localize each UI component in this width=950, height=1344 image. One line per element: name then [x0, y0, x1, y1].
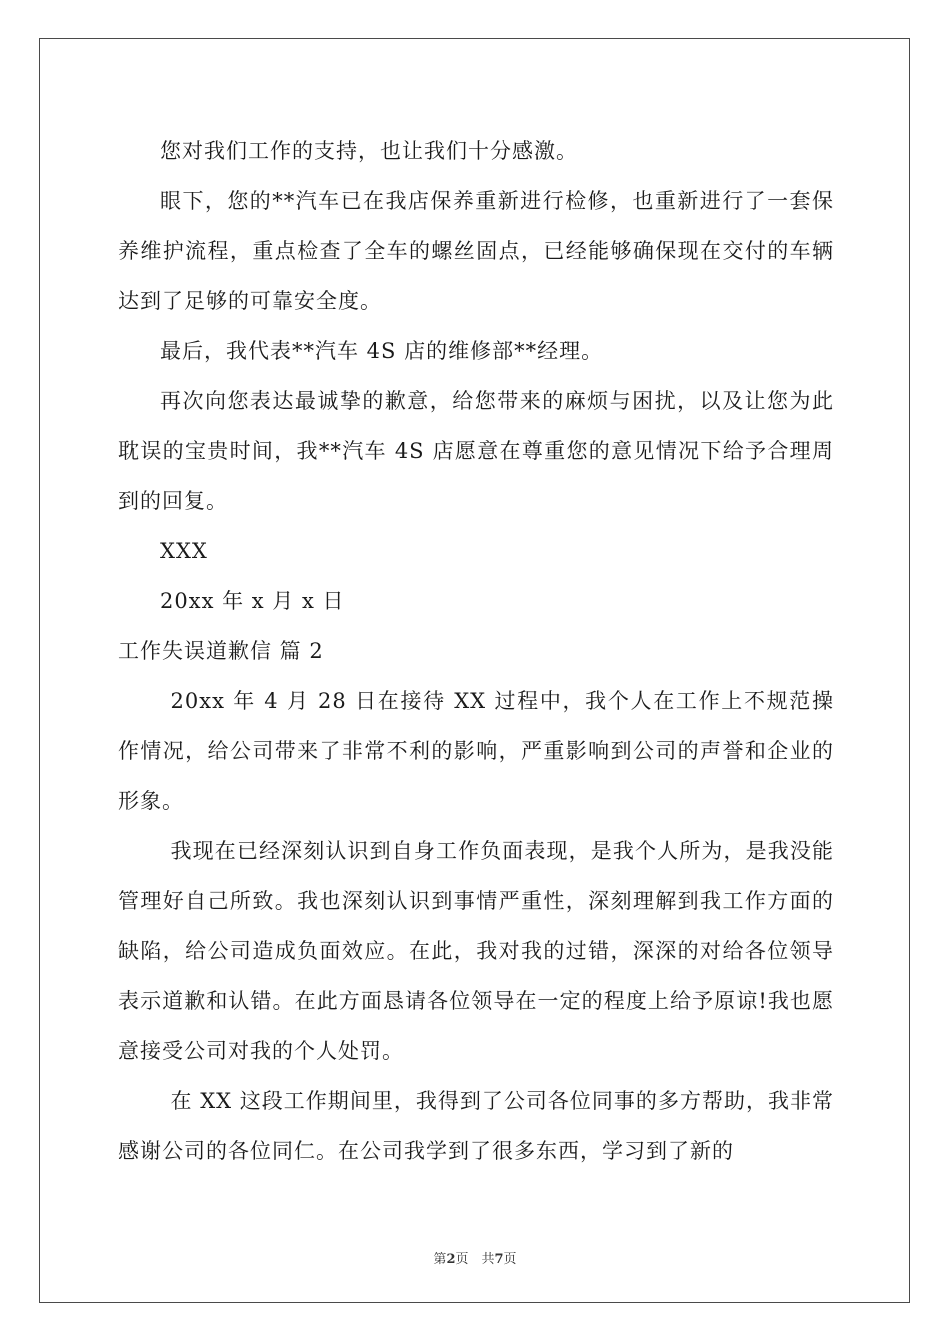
paragraph: 20xx 年 4 月 28 日在接待 XX 过程中，我个人在工作上不规范操作情况，给公司带来了非常不利的影响，严重影响到公司的声誉和企业的形象。 — [118, 689, 834, 813]
letter-date: 20xx 年 x 月 x 日 — [160, 589, 345, 613]
page-total: 7 — [494, 1252, 504, 1267]
document-body — [118, 126, 834, 1176]
section-title: 工作失误道歉信 篇 2 — [118, 639, 324, 663]
paragraph: 眼下，您的**汽车已在我店保养重新进行检修，也重新进行了一套保养维护流程，重点检查了全车的螺丝固点，已经能够确保现在交付的车辆达到了足够的可靠安全度。 — [118, 189, 834, 313]
page-mid: 页 共 — [455, 1252, 495, 1267]
paragraph: 我现在已经深刻认识到自身工作负面表现，是我个人所为，是我没能管理好自己所致。我也深刻认识到事情严重性，深刻理解到我工作方面的缺陷，给公司造成负面效应。在此，我对我的过错，深深的对给各位领导表示道歉和认错。在此方面恳请各位领导在一定的程度上给予原谅!我也愿意接受公司对我的个人处罚。 — [118, 839, 834, 1063]
paragraph: 再次向您表达最诚挚的歉意，给您带来的麻烦与困扰，以及让您为此耽误的宝贵时间，我**汽车 4S 店愿意在尊重您的意见情况下给予合理周到的回复。 — [118, 389, 834, 513]
paragraph: 在 XX 这段工作期间里，我得到了公司各位同事的多方帮助，我非常感谢公司的各位同仁。在公司我学到了很多东西，学习到了新的 — [118, 1089, 834, 1163]
page-prefix: 第 — [433, 1252, 447, 1267]
signature: XXX — [160, 539, 208, 563]
page-current: 2 — [446, 1252, 456, 1267]
paragraph: 最后，我代表**汽车 4S 店的维修部**经理。 — [160, 339, 604, 363]
page-suffix: 页 — [503, 1252, 517, 1267]
paragraph: 您对我们工作的支持，也让我们十分感激。 — [160, 139, 578, 163]
page-number-footer — [0, 1248, 950, 1267]
